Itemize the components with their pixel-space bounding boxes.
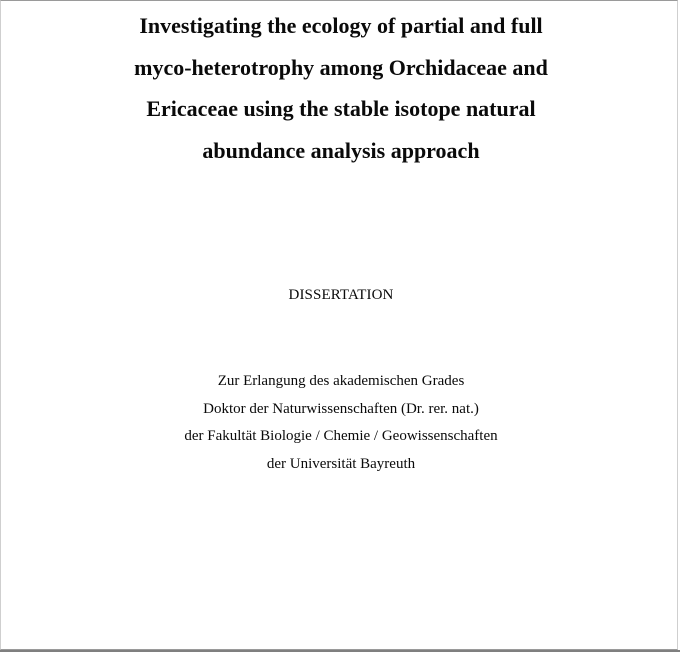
dissertation-title xyxy=(1,5,680,171)
degree-line: Doktor der Naturwissenschaften (Dr. rer. nat.) xyxy=(203,400,479,417)
title-line: Ericaceae using the stable isotope natural xyxy=(146,96,536,121)
degree-line: der Fakultät Biologie / Chemie / Geowissenschaften xyxy=(184,428,498,445)
title-line: myco-heterotrophy among Orchidaceae and xyxy=(134,54,548,80)
title-line: Investigating the ecology of partial and full xyxy=(139,13,543,38)
document-type-label: DISSERTATION xyxy=(288,287,394,303)
title-line: abundance analysis approach xyxy=(202,137,480,163)
degree-line: der Universität Bayreuth xyxy=(266,456,416,473)
degree-line: Zur Erlangung des akademischen Grades xyxy=(217,373,465,389)
degree-statement xyxy=(1,368,680,479)
